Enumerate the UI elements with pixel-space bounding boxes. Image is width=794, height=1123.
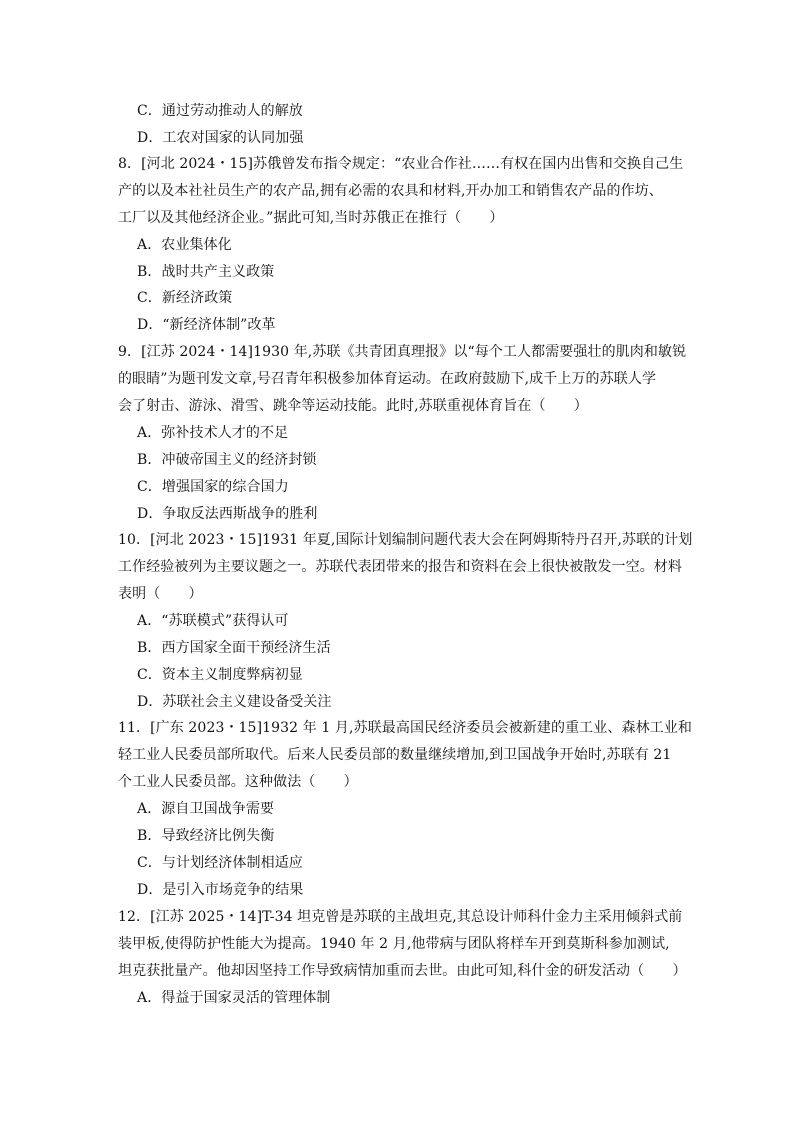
q10-stem-line-2: 工作经验被列为主要议题之一。苏联代表团带来的报告和资料在会上很快被散发一空。材料 xyxy=(118,559,682,575)
q11-option-b: B．导致经济比例失衡 xyxy=(137,828,275,844)
q11-stem-line-2: 轻工业人民委员部所取代。后来人民委员部的数量继续增加,到卫国战争开始时,苏联有 21 xyxy=(118,747,672,763)
q8-option-c: C．新经济政策 xyxy=(137,290,233,306)
q9-option-a: A．弥补技术人才的不足 xyxy=(137,425,289,441)
q11-stem-line-1: 11．[广东 2023・15]1932 年 1 月,苏联最高国民经济委员会被新建的重工业、森林工业和 xyxy=(118,720,692,736)
q12-stem-line-2: 装甲板,使得防护性能大为提高。1940 年 2 月,他带病与团队将样车开到莫斯科参加测试, xyxy=(118,936,670,952)
q11-option-a: A．源自卫国战争需要 xyxy=(137,801,275,817)
q9-stem-line-2: 的眼睛”为题刊发文章,号召青年积极参加体育运动。在政府鼓励下,成千上万的苏联人学 xyxy=(118,371,657,387)
q10-option-d: D．苏联社会主义建设备受关注 xyxy=(137,694,332,710)
q8-option-d: D．“新经济体制”改革 xyxy=(137,317,276,333)
q12-stem-line-1: 12．[江苏 2025・14]T-34 坦克曾是苏联的主战坦克,其总设计师科什金力主采用倾斜式前 xyxy=(118,909,683,925)
q9-stem-line-1: 9．[江苏 2024・14]1930 年,苏联《共青团真理报》以“每个工人都需要强壮的肌肉和敏锐 xyxy=(118,344,687,360)
q7-option-d: D．工农对国家的认同加强 xyxy=(137,130,304,146)
q9-option-b: B．冲破帝国主义的经济封锁 xyxy=(137,452,317,468)
q10-option-b: B．西方国家全面干预经济生活 xyxy=(137,640,331,656)
q8-stem-line-2: 产的以及本社社员生产的农产品,拥有必需的农具和材料,开办加工和销售农产品的作坊、 xyxy=(118,183,663,199)
q8-stem-line-1: 8．[河北 2024・15]苏俄曾发布指令规定：“农业合作社……有权在国内出售和交换自己生 xyxy=(118,156,684,172)
q11-option-d: D．是引入市场竞争的结果 xyxy=(137,882,304,898)
q8-option-a: A．农业集体化 xyxy=(137,237,232,253)
q9-option-c: C．增强国家的综合国力 xyxy=(137,479,289,495)
q12-stem-line-3: 坦克获批量产。他却因坚持工作导致病情加重而去世。由此可知,科什金的研发活动（ ） xyxy=(118,963,687,979)
q10-stem-line-1: 10．[河北 2023・15]1931 年夏,国际计划编制问题代表大会在阿姆斯特丹召开,苏联的计划 xyxy=(118,532,693,548)
q8-stem-line-3: 工厂以及其他经济企业。”据此可知,当时苏俄正在推行（ ） xyxy=(118,210,504,226)
q10-option-c: C．资本主义制度弊病初显 xyxy=(137,667,303,683)
q11-option-c: C．与计划经济体制相适应 xyxy=(137,855,303,871)
q11-stem-line-3: 个工业人民委员部。这种做法（ ） xyxy=(118,774,358,790)
q10-option-a: A．“苏联模式”获得认可 xyxy=(137,613,289,629)
q7-option-c: C．通过劳动推动人的解放 xyxy=(137,103,303,119)
q10-stem-line-3: 表明（ ） xyxy=(118,586,203,602)
q9-stem-line-3: 会了射击、游泳、滑雪、跳伞等运动技能。此时,苏联重视体育旨在（ ） xyxy=(118,398,588,414)
q9-option-d: D．争取反法西斯战争的胜利 xyxy=(137,506,318,522)
q12-option-a: A．得益于国家灵活的管理体制 xyxy=(137,990,331,1006)
q8-option-b: B．战时共产主义政策 xyxy=(137,264,275,280)
